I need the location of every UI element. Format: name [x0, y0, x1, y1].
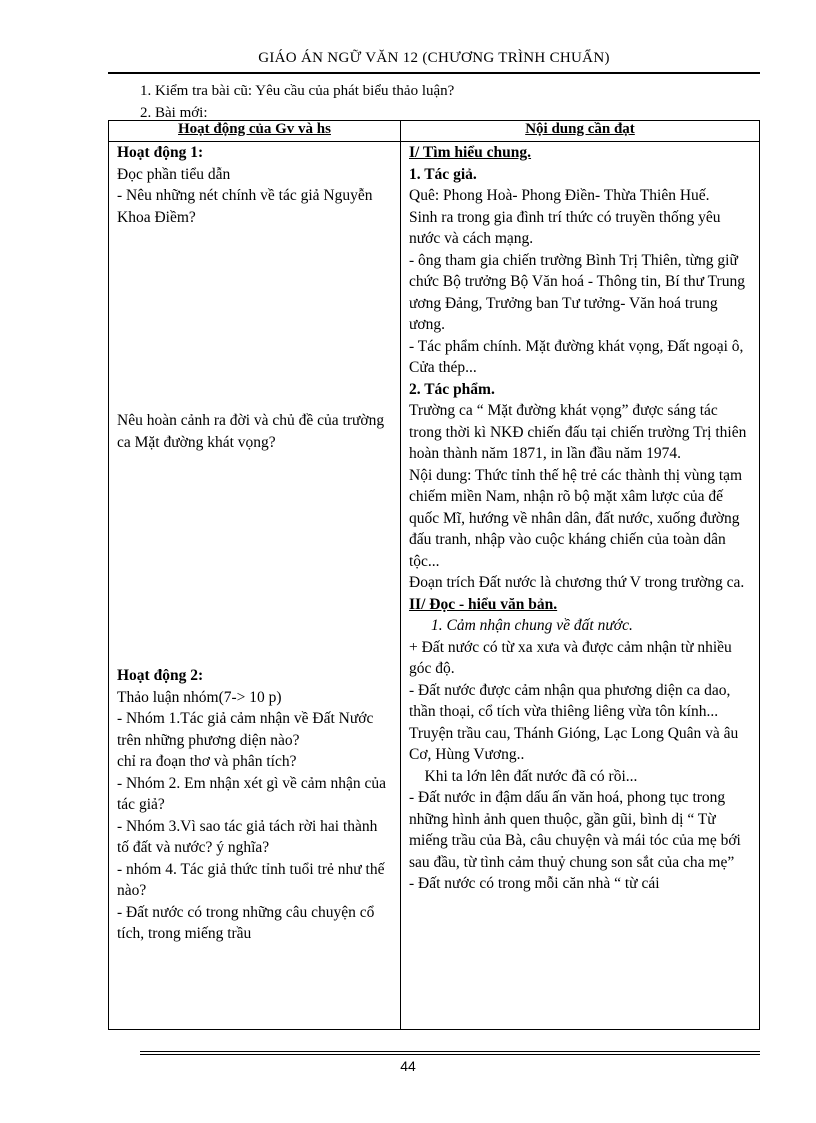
subsection-heading-perception: 1. Cảm nhận chung về đất nước. — [431, 617, 633, 634]
activity-2-heading: Hoạt động 2: — [117, 667, 204, 684]
content-paragraph: - Tác phẩm chính. Mặt đường khát vọng, Đất ngoại ô, Cửa thép... — [409, 337, 744, 376]
content-paragraph: - Đất nước in đậm dấu ấn văn hoá, phong tục trong những hình ảnh quen thuộc, gần gũi, bình dị “ Từ miếng trầu của Bà, câu chuyện và mái tóc của mẹ bới sau đầu, từ tình cảm thuỷ chung son sắt của cha mẹ” — [409, 789, 741, 871]
footer-rule — [140, 1051, 760, 1052]
content-paragraph: Khi ta lớn lên đất nước đã có rồi... — [409, 767, 638, 785]
section-heading-2: II/ Đọc - hiểu văn bản. — [409, 595, 558, 613]
column-header-content: Nội dung cần đạt — [401, 121, 760, 142]
activity-2-line: - Nhóm 3.Vì sao tác giả tách rời hai thành tố đất và nước? ý nghĩa? — [117, 817, 378, 856]
activity-2-line: chỉ ra đoạn thơ và phân tích? — [117, 753, 297, 770]
column-header-activities: Hoạt động của Gv và hs — [109, 121, 401, 142]
content-cell — [401, 142, 760, 1030]
intro-list — [140, 80, 454, 124]
activity-1-heading: Hoạt động 1: — [117, 144, 204, 161]
footer-rule — [140, 1054, 760, 1055]
activity-1-line: - Nêu những nét chính về tác giả Nguyễn Khoa Điềm? — [117, 187, 373, 226]
activities-cell — [109, 142, 401, 1030]
activity-2-line: - Nhóm 2. Em nhận xét gì về cảm nhận của tác giả? — [117, 774, 387, 813]
activity-2-line: - nhóm 4. Tác giả thức tỉnh tuổi trẻ như thế nào? — [117, 860, 385, 899]
activity-1-line: Đọc phần tiểu dẫn — [117, 165, 231, 183]
intro-item-1: 1. Kiểm tra bài cũ: Yêu cầu của phát biểu thảo luận? — [140, 83, 455, 99]
content-paragraph: Đoạn trích Đất nước là chương thứ V trong trường ca. — [409, 574, 745, 591]
activity-1-line: Nêu hoàn cảnh ra đời và chủ đề của trường ca Mặt đường khát vọng? — [117, 412, 385, 451]
content-paragraph: - Đất nước được cảm nhận qua phương diện ca dao, thần thoại, cổ tích vừa thiêng liêng vừa tôn kính... Truyện trầu cau, Thánh Gióng, Lạc Long Quân và âu Cơ, Hùng Vương.. — [409, 681, 739, 763]
content-paragraph: Trường ca “ Mặt đường khát vọng” được sáng tác trong thời kì NKĐ chiến đấu tại chiến trường Trị thiên hoàn thành năm 1871, in lần đầu năm 1974. — [409, 402, 747, 462]
activity-2-line: - Đất nước có trong những câu chuyện cổ tích, trong miếng trầu — [117, 903, 375, 942]
content-paragraph: - ông tham gia chiến trường Bình Trị Thiên, từng giữ chức Bộ trưởng Bộ Văn hoá - Thông tin, Bí thư Trung ương Đảng, Trưởng ban Tư tưởng- Văn hoá trung ương. — [409, 251, 745, 333]
header-rule — [108, 72, 760, 74]
subsection-heading-author: 1. Tác giả. — [409, 165, 477, 183]
lesson-table — [108, 120, 760, 1030]
table-header-row — [109, 121, 760, 142]
table-body-row — [109, 142, 760, 1030]
intro-item-2: 2. Bài mới: — [140, 105, 208, 121]
activity-2-line: - Nhóm 1.Tác giả cảm nhận về Đất Nước trên những phương diện nào? — [117, 710, 374, 749]
section-heading-1: I/ Tìm hiểu chung. — [409, 144, 532, 161]
content-paragraph: Sinh ra trong gia đình trí thức có truyền thống yêu nước và cách mạng. — [409, 208, 721, 247]
page-number: 44 — [400, 1058, 416, 1074]
activity-2-line: Thảo luận nhóm(7-> 10 p) — [117, 688, 282, 706]
content-paragraph: Nội dung: Thức tỉnh thế hệ trẻ các thành thị vùng tạm chiếm miền Nam, nhận rõ bộ mặt xâm lược của đế quốc Mĩ, hướng về nhân dân, đất nước, xuống đường đấu tranh, nhập vào cuộc kháng chiến của toàn dân tộc... — [409, 466, 743, 570]
content-paragraph: + Đất nước có từ xa xưa và được cảm nhận từ nhiều góc độ. — [409, 638, 732, 677]
content-paragraph: Quê: Phong Hoà- Phong Điền- Thừa Thiên Huế. — [409, 187, 710, 204]
content-paragraph: - Đất nước có trong mỗi căn nhà “ từ cái — [409, 875, 660, 892]
page-header-title: GIÁO ÁN NGỮ VĂN 12 (CHƯƠNG TRÌNH CHUẨN) — [258, 50, 610, 66]
subsection-heading-work: 2. Tác phẩm. — [409, 380, 495, 398]
